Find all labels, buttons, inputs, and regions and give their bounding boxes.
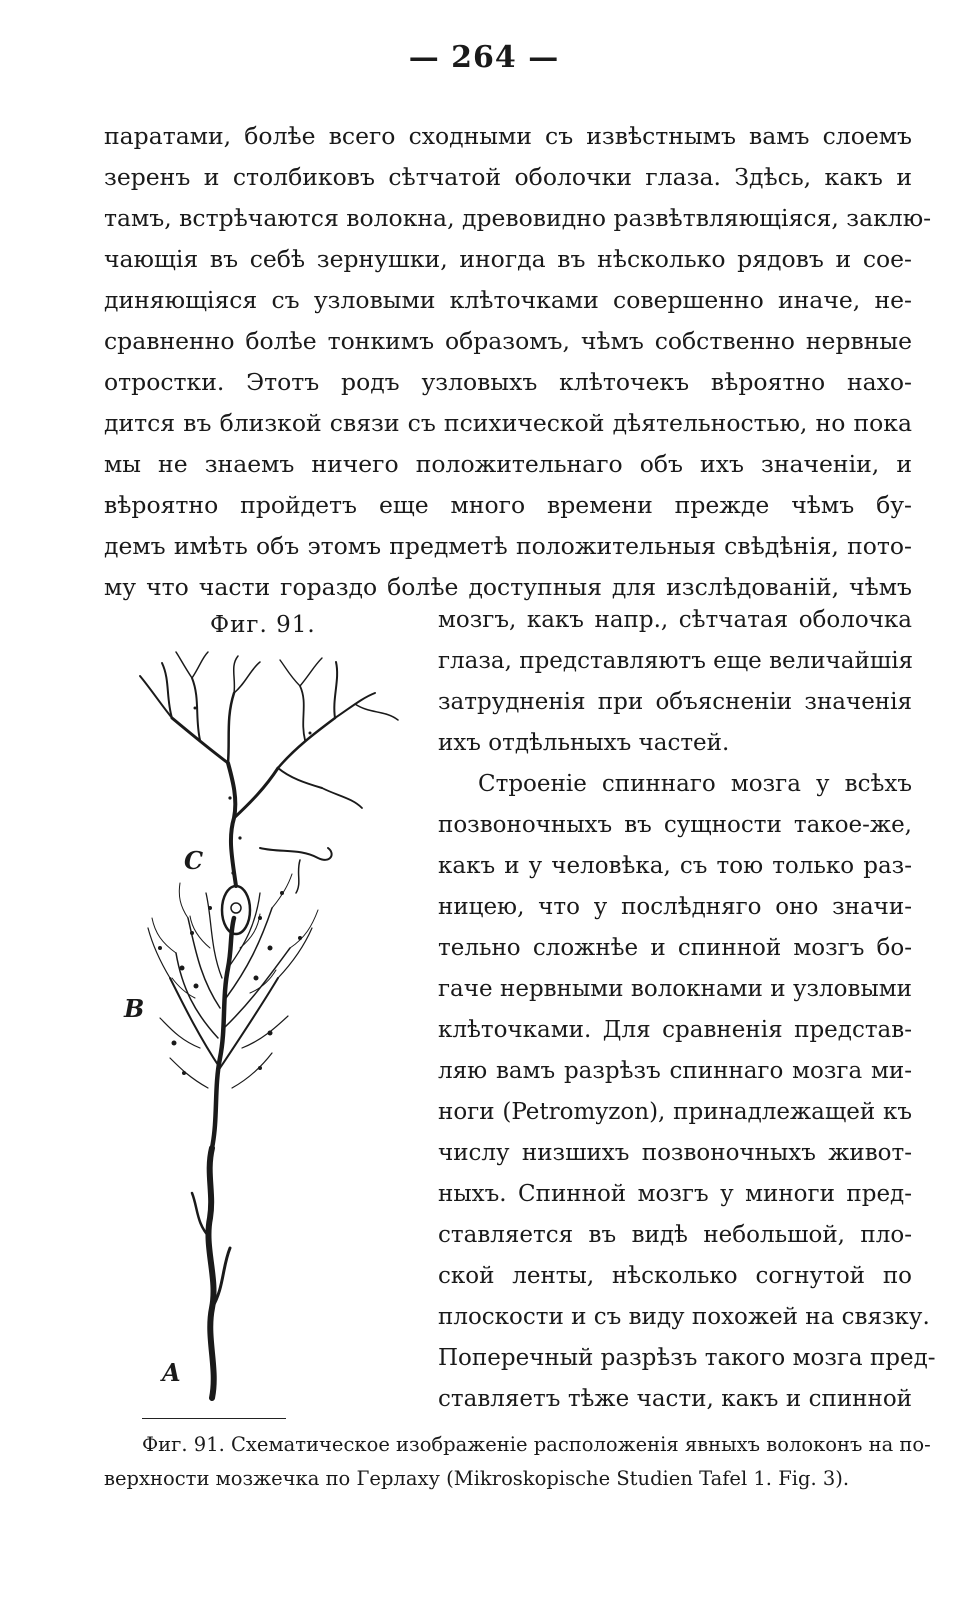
text-line: му что части гораздо болѣе доступныя для изслѣдованій, чѣмъ bbox=[104, 573, 912, 601]
text-line: ской ленты, нѣсколько согнутой по bbox=[438, 1263, 912, 1289]
text-line: демъ имѣть объ этомъ предметѣ положительныя свѣдѣнія, пото- bbox=[104, 532, 912, 560]
text-line: паратами, болѣе всего сходными съ извѣстнымъ вамъ слоемъ bbox=[104, 122, 912, 150]
text-line: отростки. Этотъ родъ узловыхъ клѣточекъ вѣроятно нахо- bbox=[104, 368, 912, 396]
caption-line: верхности мозжечка по Герлаху (Mikroskopische Studien Tafel 1. Fig. 3). bbox=[104, 1467, 850, 1490]
text-line: какъ и у человѣка, съ тою только раз- bbox=[438, 853, 912, 879]
neuron-figure bbox=[100, 648, 420, 1408]
text-line: чающія въ себѣ зернушки, иногда въ нѣсколько рядовъ и сое- bbox=[104, 245, 912, 273]
page-number: — 264 — bbox=[408, 40, 560, 75]
text-line: гаче нервными волокнами и узловыми bbox=[438, 976, 912, 1002]
body-text bbox=[104, 116, 932, 608]
text-line: ихъ отдѣльныхъ частей. bbox=[438, 730, 730, 756]
text-line: тамъ, встрѣчаются волокна, древовидно развѣтвляющіяся, заклю- bbox=[104, 204, 932, 232]
text-line: ставляетъ тѣже части, какъ и спинной bbox=[438, 1386, 912, 1412]
text-line: числу низшихъ позвоночныхъ живот- bbox=[438, 1140, 912, 1166]
text-line: затрудненія при объясненіи значенія bbox=[438, 689, 912, 715]
text-line: тельно сложнѣе и спинной мозгъ бо- bbox=[438, 935, 912, 961]
text-line: Строеніе спиннаго мозга у всѣхъ bbox=[478, 771, 912, 797]
text-line: вѣроятно пройдетъ еще много времени прежде чѣмъ бу- bbox=[104, 491, 912, 519]
neuron-drawing bbox=[100, 648, 420, 1408]
right-column-text bbox=[438, 600, 936, 1420]
text-line: дится въ близкой связи съ психической дѣятельностью, но пока bbox=[104, 409, 912, 437]
figure-letter-c: C bbox=[184, 846, 204, 875]
text-line: глаза, представляютъ еще величайшія bbox=[438, 648, 914, 674]
text-line: зеренъ и столбиковъ сѣтчатой оболочки глаза. Здѣсь, какъ и bbox=[104, 163, 912, 191]
text-line: Поперечный разрѣзъ такого мозга пред- bbox=[438, 1345, 936, 1371]
text-line: позвоночныхъ въ сущности такое-же, bbox=[438, 812, 912, 838]
text-line: ставляется въ видѣ небольшой, пло- bbox=[438, 1222, 912, 1248]
text-line: ноги (Petromyzon), принадлежащей къ bbox=[438, 1099, 912, 1125]
text-line: клѣточками. Для сравненія представ- bbox=[438, 1017, 912, 1043]
text-line: ныхъ. Спинной мозгъ у миноги пред- bbox=[438, 1181, 912, 1207]
text-line: ляю вамъ разрѣзъ спиннаго мозга ми- bbox=[438, 1058, 912, 1084]
text-line: диняющіяся съ узловыми клѣточками совершенно иначе, не- bbox=[104, 286, 912, 314]
text-line: плоскости и съ виду похожей на связку. bbox=[438, 1304, 930, 1330]
text-line: сравненно болѣе тонкимъ образомъ, чѣмъ собственно нервные bbox=[104, 327, 912, 355]
figure-caption bbox=[104, 1428, 931, 1496]
figure-letter-b: B bbox=[124, 994, 145, 1023]
text-line: мы не знаемъ ничего положительнаго объ ихъ значеніи, и bbox=[104, 450, 912, 478]
figure-label: Фиг. 91. bbox=[210, 612, 316, 638]
text-line: ницею, что у послѣдняго оно значи- bbox=[438, 894, 912, 920]
caption-divider bbox=[142, 1418, 286, 1419]
text-line: мозгъ, какъ напр., сѣтчатая оболочка bbox=[438, 607, 912, 633]
caption-line: Фиг. 91. Схематическое изображеніе расположенія явныхъ волоконъ на по- bbox=[142, 1433, 931, 1456]
figure-letter-a: A bbox=[162, 1358, 181, 1387]
